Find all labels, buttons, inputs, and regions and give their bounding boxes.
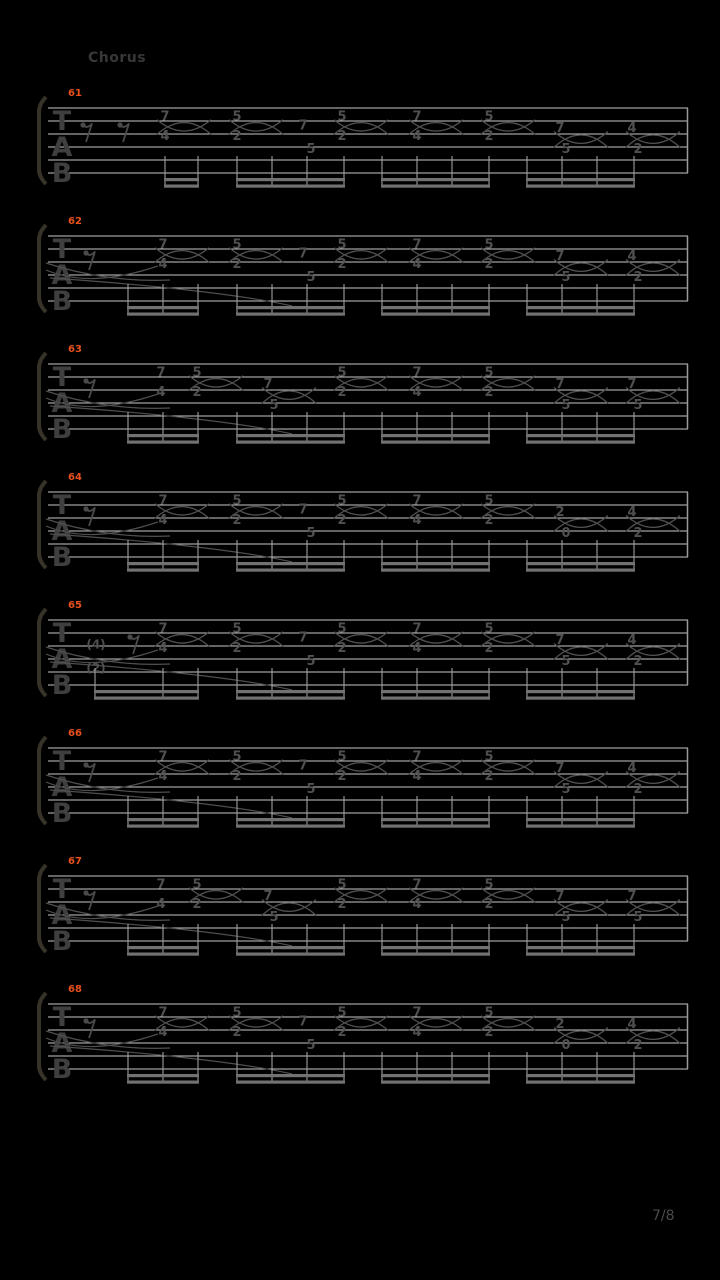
measure-number: 62 (68, 216, 82, 227)
measure-number: 64 (68, 472, 82, 483)
fret-number: 4 (158, 256, 168, 272)
fret-number: 5 (306, 525, 316, 541)
fret-number: 2 (633, 653, 643, 669)
beam (526, 946, 635, 949)
eighth-rest-icon (86, 252, 95, 271)
fret-number: 4 (412, 896, 422, 912)
fret-number: 5 (337, 109, 347, 125)
beam (236, 569, 345, 572)
beam (381, 306, 490, 309)
eighth-rest-icon (86, 1020, 95, 1039)
fret-number: 0 (561, 1037, 571, 1053)
fret-number: 4 (412, 384, 422, 400)
beam (526, 185, 635, 188)
staff-system-68[interactable] (39, 984, 688, 1085)
fret-number: 4 (412, 512, 422, 528)
fret-number: 5 (306, 781, 316, 797)
fret-number: 4 (160, 128, 170, 144)
fret-number: 5 (633, 909, 643, 925)
tab-clef: T (52, 1002, 72, 1033)
fret-number: 5 (633, 397, 643, 413)
beam (236, 434, 345, 437)
fret-number: 5 (337, 877, 347, 893)
beam (526, 569, 635, 572)
tab-clef: B (51, 798, 73, 829)
fret-number: 2 (337, 896, 347, 912)
beam (381, 441, 490, 444)
system-bracket (39, 481, 46, 568)
fret-number: 5 (232, 109, 242, 125)
beam (381, 313, 490, 316)
tab-clef: B (51, 414, 73, 445)
fret-number: 4 (627, 249, 637, 264)
fret-number: 7 (158, 749, 168, 765)
beam (526, 825, 635, 828)
staff-system-62[interactable] (39, 216, 688, 317)
beam (236, 690, 345, 693)
fret-number: 5 (337, 749, 347, 765)
fret-number: 7 (158, 621, 168, 637)
tab-clef: T (52, 746, 72, 777)
system-bracket (39, 97, 46, 184)
beam (236, 185, 345, 188)
fret-number: 5 (484, 877, 494, 893)
beam (236, 178, 345, 181)
fret-number: 4 (156, 896, 166, 912)
beam (526, 1081, 635, 1084)
fret-number: 4 (412, 128, 422, 144)
beam (236, 1074, 345, 1077)
beam (236, 946, 345, 949)
fret-number: 7 (298, 758, 308, 774)
eighth-rest-icon (130, 636, 139, 655)
fret-number: 5 (306, 141, 316, 157)
fret-number: 2 (484, 640, 494, 656)
fret-number: 2 (484, 896, 494, 912)
eighth-rest-icon (86, 764, 95, 783)
fret-number: 7 (412, 621, 422, 637)
fret-number: 2 (555, 1017, 565, 1032)
staff-system-67[interactable] (39, 856, 688, 957)
fret-number: 5 (306, 1037, 316, 1053)
fret-number: 5 (192, 365, 202, 381)
beam (526, 441, 635, 444)
fret-number: 2 (633, 525, 643, 541)
tab-clef: T (52, 618, 72, 649)
tab-clef: B (51, 158, 73, 189)
fret-number: 2 (232, 1024, 242, 1040)
beam (381, 562, 490, 565)
fret-number: 7 (412, 877, 422, 893)
tab-clef: A (51, 516, 73, 547)
fret-number: 2 (192, 384, 202, 400)
fret-number: 7 (158, 237, 168, 253)
beam (526, 313, 635, 316)
fret-number: 5 (561, 653, 571, 669)
measure-number: 67 (68, 856, 82, 867)
page-indicator: 7/8 (652, 1208, 675, 1224)
measure-number: 63 (68, 344, 82, 355)
fret-number: 7 (555, 249, 565, 264)
fret-number: 2 (232, 256, 242, 272)
tab-clef: T (52, 362, 72, 393)
fret-number: 2 (484, 1024, 494, 1040)
staff-system-66[interactable] (39, 728, 688, 829)
fret-number: 2 (484, 768, 494, 784)
beam (381, 825, 490, 828)
fret-number: 2 (633, 781, 643, 797)
beam (526, 562, 635, 565)
fret-number: 4 (158, 640, 168, 656)
beam (526, 1074, 635, 1077)
beam (127, 434, 199, 437)
beam (236, 953, 345, 956)
fret-number: 7 (627, 889, 637, 904)
beam (381, 178, 490, 181)
fret-number: 2 (232, 512, 242, 528)
beam (236, 825, 345, 828)
fret-number: 2 (232, 640, 242, 656)
beam (526, 953, 635, 956)
beam (381, 953, 490, 956)
staff-system-65[interactable] (39, 600, 688, 701)
fret-number: 4 (158, 768, 168, 784)
beam (236, 818, 345, 821)
beam (381, 697, 490, 700)
beam (94, 697, 199, 700)
beam (381, 1081, 490, 1084)
fret-number: 4 (627, 1017, 637, 1032)
system-bracket (39, 225, 46, 312)
fret-number: 2 (633, 1037, 643, 1053)
eighth-rest-icon (86, 380, 95, 399)
fret-number: 7 (412, 237, 422, 253)
tie-curve (50, 918, 292, 946)
staff-system-64[interactable] (39, 472, 688, 573)
fret-number: 2 (337, 256, 347, 272)
fret-number: 5 (484, 1005, 494, 1021)
system-bracket (39, 993, 46, 1080)
beam (381, 946, 490, 949)
tab-clef: A (51, 772, 73, 803)
tab-clef: A (51, 644, 73, 675)
beam (236, 313, 345, 316)
fret-number: 7 (412, 1005, 422, 1021)
fret-number: 7 (160, 109, 170, 125)
tie-curve (50, 1046, 292, 1074)
tab-clef: B (51, 286, 73, 317)
eighth-rest-icon (86, 892, 95, 911)
fret-number: 2 (555, 505, 565, 520)
beam (127, 946, 199, 949)
tied-fret-number: (4) (86, 637, 106, 652)
fret-number: 4 (156, 384, 166, 400)
beam (236, 697, 345, 700)
fret-number: 5 (484, 749, 494, 765)
fret-number: 4 (158, 1024, 168, 1040)
fret-number: 2 (192, 896, 202, 912)
fret-number: 5 (484, 621, 494, 637)
beam (381, 185, 490, 188)
fret-number: 7 (555, 633, 565, 648)
fret-number: 5 (232, 493, 242, 509)
tab-clef: T (52, 490, 72, 521)
measure-number: 66 (68, 728, 82, 739)
fret-number: 5 (306, 269, 316, 285)
section-label: Chorus (88, 50, 147, 66)
tab-clef: B (51, 926, 73, 957)
system-bracket (39, 737, 46, 824)
fret-number: 2 (633, 269, 643, 285)
tab-clef: T (52, 106, 72, 137)
tie-curve (50, 278, 292, 306)
system-bracket (39, 865, 46, 952)
fret-number: 5 (232, 621, 242, 637)
beam (236, 562, 345, 565)
fret-number: 0 (561, 525, 571, 541)
beam (127, 825, 199, 828)
fret-number: 7 (158, 1005, 168, 1021)
beam (236, 441, 345, 444)
eighth-rest-icon (120, 124, 129, 143)
fret-number: 7 (412, 749, 422, 765)
beam (381, 690, 490, 693)
fret-number: 4 (627, 121, 637, 136)
fret-number: 5 (484, 493, 494, 509)
fret-number: 2 (337, 128, 347, 144)
fret-number: 7 (555, 761, 565, 776)
fret-number: 7 (263, 889, 273, 904)
fret-number: 7 (412, 109, 422, 125)
measure-number: 61 (68, 88, 82, 99)
beam (381, 434, 490, 437)
tab-clef: A (51, 1028, 73, 1059)
fret-number: 4 (412, 640, 422, 656)
beam (526, 818, 635, 821)
system-bracket (39, 609, 46, 696)
beam (381, 569, 490, 572)
fret-number: 7 (298, 630, 308, 646)
tab-clef: B (51, 1054, 73, 1085)
fret-number: 2 (633, 141, 643, 157)
fret-number: 5 (337, 365, 347, 381)
fret-number: 7 (298, 1014, 308, 1030)
fret-number: 5 (232, 1005, 242, 1021)
fret-number: 7 (627, 377, 637, 392)
tied-fret-number: (2) (86, 661, 106, 676)
fret-number: 2 (337, 1024, 347, 1040)
beam (526, 306, 635, 309)
tab-clef: B (51, 670, 73, 701)
beam (127, 306, 199, 309)
beam (381, 1074, 490, 1077)
fret-number: 5 (561, 781, 571, 797)
fret-number: 7 (412, 365, 422, 381)
fret-number: 2 (484, 128, 494, 144)
fret-number: 7 (298, 246, 308, 262)
fret-number: 7 (555, 889, 565, 904)
fret-number: 5 (337, 237, 347, 253)
beam (127, 562, 199, 565)
beam (127, 953, 199, 956)
fret-number: 7 (156, 365, 166, 381)
staff-system-61[interactable] (39, 88, 688, 189)
system-bracket (39, 353, 46, 440)
staff-system-63[interactable] (39, 344, 688, 445)
beam (526, 178, 635, 181)
beam (127, 818, 199, 821)
fret-number: 5 (561, 269, 571, 285)
fret-number: 5 (192, 877, 202, 893)
fret-number: 2 (232, 768, 242, 784)
tab-clef: A (51, 388, 73, 419)
beam (526, 690, 635, 693)
fret-number: 5 (337, 493, 347, 509)
fret-number: 4 (158, 512, 168, 528)
fret-number: 4 (627, 761, 637, 776)
beam (94, 690, 199, 693)
fret-number: 7 (263, 377, 273, 392)
tie-curve (50, 406, 292, 434)
fret-number: 4 (412, 768, 422, 784)
fret-number: 2 (337, 384, 347, 400)
fret-number: 5 (337, 1005, 347, 1021)
beam (164, 185, 199, 188)
fret-number: 2 (337, 640, 347, 656)
fret-number: 7 (158, 493, 168, 509)
fret-number: 5 (232, 749, 242, 765)
beam (526, 434, 635, 437)
fret-number: 4 (412, 1024, 422, 1040)
fret-number: 7 (412, 493, 422, 509)
tab-clef: A (51, 132, 73, 163)
beam (164, 178, 199, 181)
fret-number: 2 (484, 256, 494, 272)
beam (236, 306, 345, 309)
fret-number: 4 (627, 505, 637, 520)
fret-number: 7 (555, 377, 565, 392)
eighth-rest-icon (86, 508, 95, 527)
fret-number: 4 (627, 633, 637, 648)
beam (236, 1081, 345, 1084)
fret-number: 5 (484, 365, 494, 381)
fret-number: 5 (232, 237, 242, 253)
tab-clef: A (51, 900, 73, 931)
fret-number: 5 (484, 237, 494, 253)
eighth-rest-icon (83, 124, 92, 143)
fret-number: 5 (337, 621, 347, 637)
beam (127, 569, 199, 572)
tab-clef: T (52, 874, 72, 905)
fret-number: 2 (484, 512, 494, 528)
fret-number: 5 (269, 909, 279, 925)
fret-number: 5 (306, 653, 316, 669)
fret-number: 2 (484, 384, 494, 400)
measure-number: 65 (68, 600, 82, 611)
fret-number: 7 (555, 121, 565, 136)
fret-number: 7 (156, 877, 166, 893)
tie-curve (50, 790, 292, 818)
fret-number: 2 (232, 128, 242, 144)
fret-number: 4 (412, 256, 422, 272)
fret-number: 7 (298, 118, 308, 134)
fret-number: 7 (298, 502, 308, 518)
tie-curve (50, 534, 292, 562)
fret-number: 5 (561, 397, 571, 413)
beam (127, 1081, 199, 1084)
fret-number: 5 (561, 141, 571, 157)
fret-number: 5 (484, 109, 494, 125)
tab-clef: B (51, 542, 73, 573)
fret-number: 5 (269, 397, 279, 413)
tab-clef: A (51, 260, 73, 291)
beam (127, 313, 199, 316)
tab-clef: T (52, 234, 72, 265)
fret-number: 2 (337, 768, 347, 784)
fret-number: 2 (337, 512, 347, 528)
beam (381, 818, 490, 821)
beam (526, 697, 635, 700)
measure-number: 68 (68, 984, 82, 995)
beam (127, 1074, 199, 1077)
fret-number: 5 (561, 909, 571, 925)
beam (127, 441, 199, 444)
